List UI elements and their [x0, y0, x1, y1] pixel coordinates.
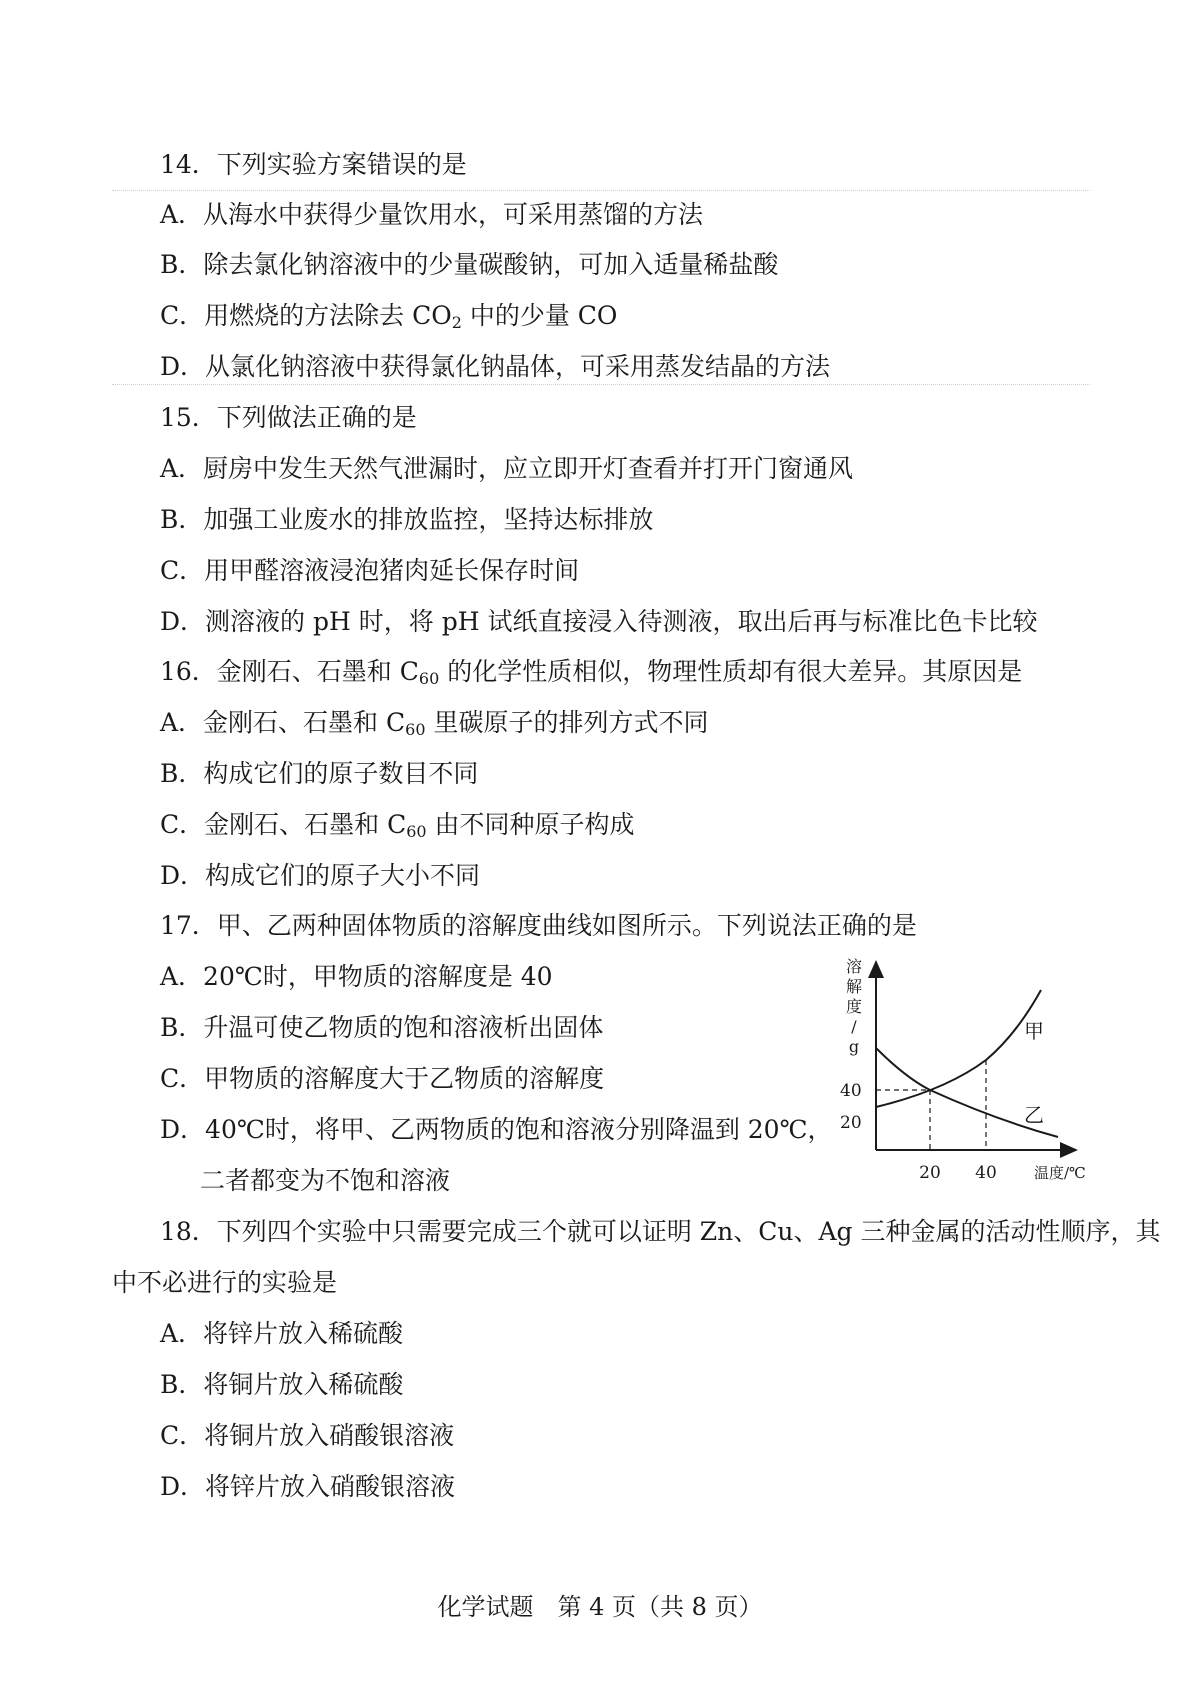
page-footer: 化学试题 第 4 页（共 8 页）	[437, 1593, 763, 1621]
question-16-option-d: D．构成它们的原子大小不同	[160, 861, 481, 890]
question-16-option-b: B．构成它们的原子数目不同	[160, 759, 479, 788]
question-18-option-d: D．将锌片放入硝酸银溶液	[160, 1472, 456, 1501]
question-16-option-a: A．金刚石、石墨和 $C_{60}$ 里碳原子的排列方式不同	[160, 708, 709, 739]
scan-guide-line	[112, 384, 1090, 385]
solubility-curve-figure	[836, 950, 1096, 1180]
question-14-option-b: B．除去氯化钠溶液中的少量碳酸钠，可加入适量稀盐酸	[160, 250, 779, 279]
question-17-option-d-cont: 二者都变为不饱和溶液	[200, 1166, 451, 1195]
y-axis-label-char: 度	[845, 997, 863, 1016]
y-tick-label: 20	[840, 1113, 862, 1133]
x-axis-label: 温度/℃	[1034, 1164, 1086, 1180]
y-tick-label: 40	[840, 1081, 862, 1101]
curve-label-yi: 乙	[1024, 1103, 1044, 1127]
question-15-option-c: C．用甲醛溶液浸泡猪肉延长保存时间	[160, 556, 580, 585]
question-18-stem-cont: 中不必进行的实验是	[112, 1268, 338, 1297]
question-17-option-c: C．甲物质的溶解度大于乙物质的溶解度	[160, 1064, 605, 1093]
y-axis-label-char: g	[848, 1037, 860, 1056]
question-17-stem: 17．甲、乙两种固体物质的溶解度曲线如图所示。下列说法正确的是	[160, 911, 917, 940]
scan-guide-line	[112, 190, 1090, 191]
question-14-stem: 14．下列实验方案错误的是	[160, 150, 467, 179]
question-14-option-a: A．从海水中获得少量饮用水，可采用蒸馏的方法	[160, 200, 704, 229]
curve-jia	[876, 990, 1041, 1107]
curve-label-jia: 甲	[1024, 1019, 1044, 1043]
question-15-option-b: B．加强工业废水的排放监控，坚持达标排放	[160, 505, 654, 534]
question-17-option-d: D．40℃时，将甲、乙两物质的饱和溶液分别降温到 20℃，	[160, 1115, 833, 1144]
x-tick-label: 40	[975, 1163, 997, 1180]
question-15-option-d: D．测溶液的 pH 时，将 pH 试纸直接浸入待测液，取出后再与标准比色卡比较	[160, 607, 1038, 636]
y-axis-label-char: 溶	[845, 957, 863, 976]
x-tick-label: 20	[919, 1163, 941, 1180]
y-axis-label-char: 解	[845, 977, 863, 996]
question-18-stem: 18．下列四个实验中只需要完成三个就可以证明 Zn、Cu、Ag 三种金属的活动性顺序，其	[160, 1217, 1161, 1246]
question-16-stem: 16．金刚石、石墨和 $C_{60}$ 的化学性质相似，物理性质却有很大差异。其原因是	[160, 657, 1023, 688]
y-axis-label-char: /	[851, 1017, 857, 1036]
question-16-option-c: C．金刚石、石墨和 $C_{60}$ 由不同种原子构成	[160, 810, 635, 841]
question-14-option-c: C．用燃烧的方法除去 $CO_2$ 中的少量 CO	[160, 301, 618, 332]
question-17-option-a: A．20℃时，甲物质的溶解度是 40	[160, 962, 553, 991]
question-18-option-c: C．将铜片放入硝酸银溶液	[160, 1421, 455, 1450]
question-15-stem: 15．下列做法正确的是	[160, 403, 417, 432]
question-15-option-a: A．厨房中发生天然气泄漏时，应立即开灯查看并打开门窗通风	[160, 454, 854, 483]
question-18-option-b: B．将铜片放入稀硫酸	[160, 1370, 404, 1399]
question-17-option-b: B．升温可使乙物质的饱和溶液析出固体	[160, 1013, 604, 1042]
question-14-option-d: D．从氯化钠溶液中获得氯化钠晶体，可采用蒸发结晶的方法	[160, 352, 831, 381]
question-18-option-a: A．将锌片放入稀硫酸	[160, 1319, 404, 1348]
